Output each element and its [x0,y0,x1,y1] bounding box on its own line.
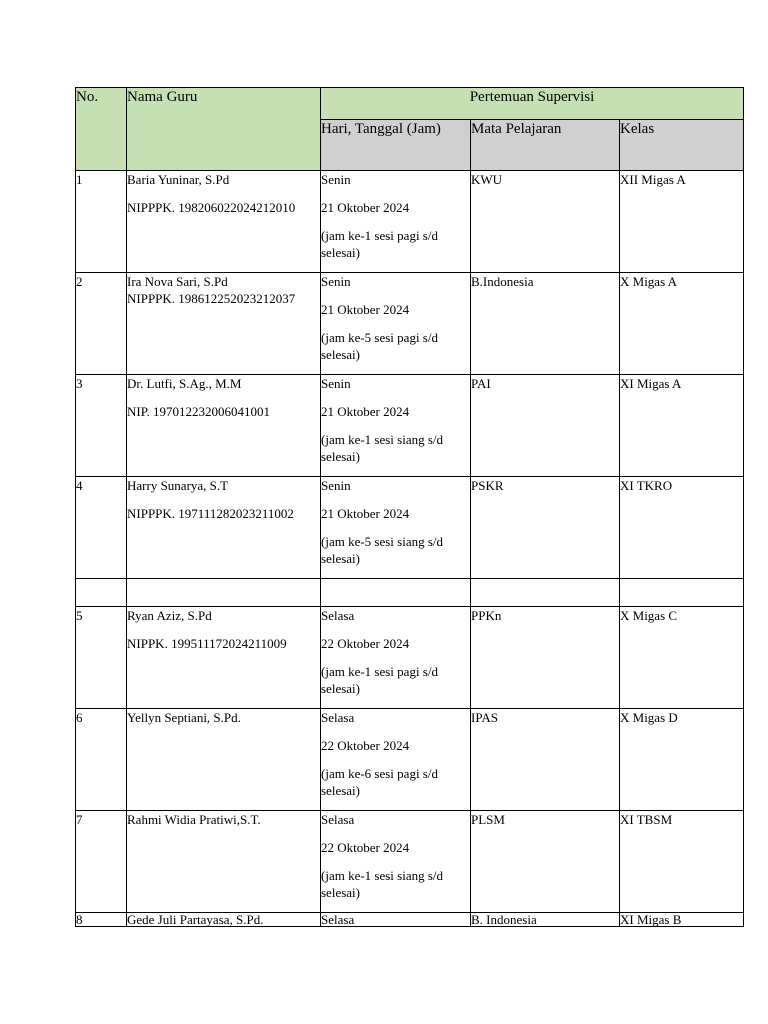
row-no: 2 [76,273,127,375]
table-row [76,375,744,477]
teacher-name: Ryan Aziz, S.Pd [127,608,212,623]
class-cell: X Migas C [620,607,744,709]
class-cell: XII Migas A [620,171,744,273]
table-row [76,477,744,579]
schedule-time: (jam ke-1 sesi pagi s/d selesai) [321,664,438,696]
schedule-date: 21 Oktober 2024 [321,404,410,419]
teacher-id: NIPPPK. 198612252023212037 [127,291,296,306]
schedule-cell [321,607,471,709]
teacher-cell [127,811,321,913]
teacher-name: Baria Yuninar, S.Pd [127,172,230,187]
schedule-date: 21 Oktober 2024 [321,302,410,317]
header-mata-pelajaran: Mata Pelajaran [471,120,620,171]
schedule-cell [321,171,471,273]
teacher-cell [127,709,321,811]
header-nama-guru: Nama Guru [127,88,321,171]
schedule-day: Selasa [321,608,355,623]
table-row [76,171,744,273]
blank-cell [471,579,620,607]
schedule-date: 21 Oktober 2024 [321,200,410,215]
teacher-name: Gede Juli Partayasa, S.Pd. [127,913,321,927]
header-hari-tanggal: Hari, Tanggal (Jam) [321,120,471,171]
schedule-date: 22 Oktober 2024 [321,738,410,753]
table-row [76,273,744,375]
schedule-time: (jam ke-5 sesi pagi s/d selesai) [321,330,438,362]
subject-cell: B.Indonesia [471,273,620,375]
teacher-cell [127,273,321,375]
row-no: 1 [76,171,127,273]
table-row [76,607,744,709]
schedule-time: (jam ke-1 sesi siang s/d selesai) [321,432,444,464]
table-row [76,913,744,927]
teacher-name: Dr. Lutfi, S.Ag., M.M [127,376,242,391]
schedule-day: Senin [321,172,351,187]
blank-cell [321,579,471,607]
teacher-name: Yellyn Septiani, S.Pd. [127,710,241,725]
schedule-day: Senin [321,478,351,493]
schedule-time: (jam ke-6 sesi pagi s/d selesai) [321,766,438,798]
teacher-id: NIP. 197012232006041001 [127,404,271,419]
teacher-id: NIPPK. 199511172024211009 [127,636,287,651]
teacher-id: NIPPPK. 198206022024212010 [127,200,296,215]
table-row [76,709,744,811]
teacher-cell [127,477,321,579]
row-no: 4 [76,477,127,579]
teacher-name: Ira Nova Sari, S.Pd [127,274,228,289]
row-no: 8 [76,913,127,927]
schedule-day: Selasa [321,812,355,827]
teacher-cell [127,375,321,477]
subject-cell: PSKR [471,477,620,579]
class-cell: XI TBSM [620,811,744,913]
schedule-day: Selasa [321,913,471,927]
header-no: No. [76,88,127,171]
row-no: 7 [76,811,127,913]
schedule-time: (jam ke-5 sesi siang s/d selesai) [321,534,444,566]
schedule-day: Selasa [321,710,355,725]
teacher-name: Harry Sunarya, S.T [127,478,229,493]
schedule-cell [321,477,471,579]
subject-cell: PLSM [471,811,620,913]
teacher-name: Rahmi Widia Pratiwi,S.T. [127,812,261,827]
schedule-date: 22 Oktober 2024 [321,636,410,651]
blank-cell [76,579,127,607]
subject-cell: PPKn [471,607,620,709]
blank-cell [127,579,321,607]
teacher-id: NIPPPK. 197111282023211002 [127,506,294,521]
schedule-date: 21 Oktober 2024 [321,506,410,521]
schedule-time: (jam ke-1 sesi pagi s/d selesai) [321,228,438,260]
subject-cell: PAI [471,375,620,477]
blank-cell [620,579,744,607]
schedule-cell [321,375,471,477]
class-cell: XI Migas A [620,375,744,477]
class-cell: XI Migas B [620,913,744,927]
teacher-cell [127,607,321,709]
schedule-cell [321,273,471,375]
class-cell: X Migas A [620,273,744,375]
schedule-time: (jam ke-1 sesi siang s/d selesai) [321,868,444,900]
header-kelas: Kelas [620,120,744,171]
row-no: 5 [76,607,127,709]
schedule-date: 22 Oktober 2024 [321,840,410,855]
schedule-cell [321,709,471,811]
schedule-cell [321,811,471,913]
schedule-day: Senin [321,274,351,289]
blank-row [76,579,744,607]
schedule-day: Senin [321,376,351,391]
class-cell: XI TKRO [620,477,744,579]
table-row [76,811,744,913]
subject-cell: KWU [471,171,620,273]
class-cell: X Migas D [620,709,744,811]
header-row-top [76,88,744,120]
subject-cell: B. Indonesia [471,913,620,927]
teacher-cell [127,171,321,273]
row-no: 6 [76,709,127,811]
header-pertemuan-supervisi: Pertemuan Supervisi [321,88,744,120]
subject-cell: IPAS [471,709,620,811]
supervision-schedule-table [75,87,744,927]
row-no: 3 [76,375,127,477]
